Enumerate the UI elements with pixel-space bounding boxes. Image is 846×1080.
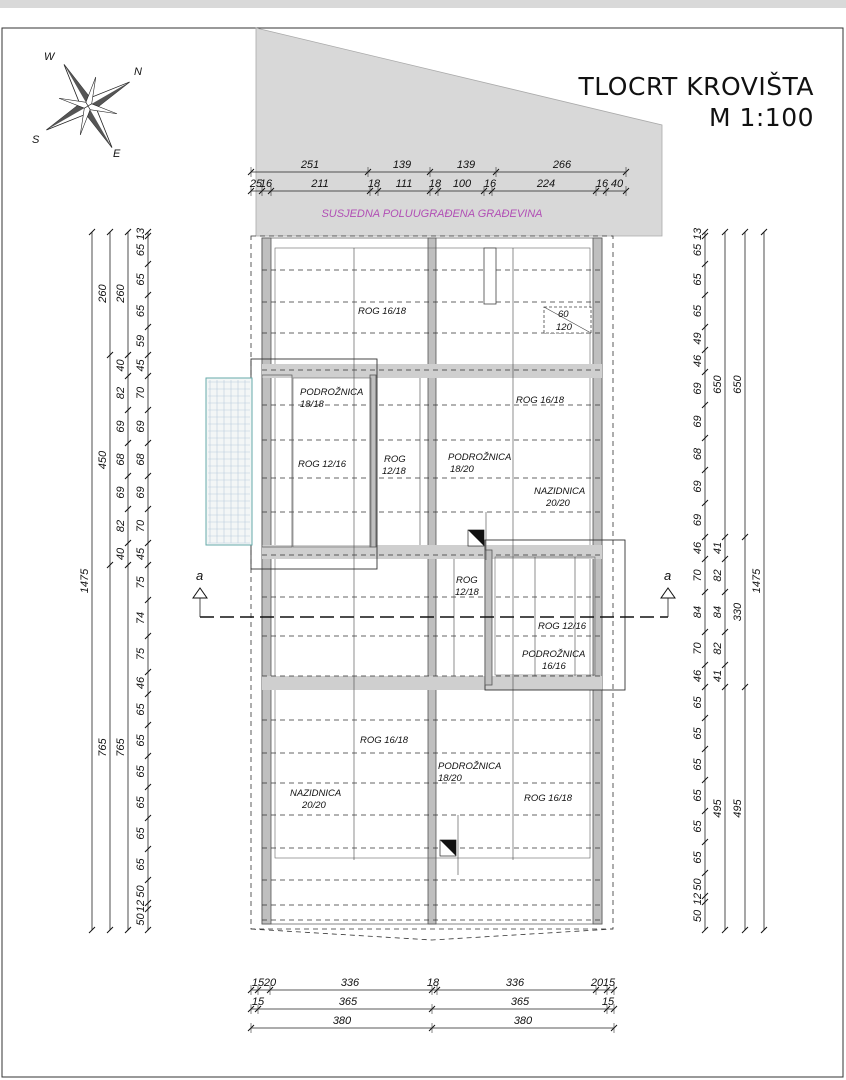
- dim-value: 82: [712, 569, 724, 582]
- dim-value: 12: [692, 892, 704, 906]
- dim-value: 650: [712, 375, 724, 394]
- top-dim-25: 25: [249, 178, 263, 190]
- dim-value: 69: [135, 420, 147, 433]
- top-dim-211: 211: [311, 178, 329, 190]
- top-dim-139a: 139: [392, 159, 412, 171]
- dim-value: 46: [135, 676, 147, 690]
- label-podroznica-left: PODROŽNICA: [300, 387, 364, 398]
- dim-value: 65: [135, 827, 147, 840]
- left-dimension-chains: [79, 227, 151, 933]
- opening-height-label: 120: [556, 322, 572, 333]
- dim-value: 65: [692, 696, 704, 709]
- dim-value: 650: [732, 375, 744, 394]
- dim-value: 49: [692, 332, 704, 345]
- dim-value: 65: [692, 304, 704, 318]
- dim-value: 65: [692, 851, 704, 864]
- top-dim-40: 40: [610, 178, 624, 190]
- dim-value: 40: [115, 359, 127, 372]
- section-arrow-left: [193, 588, 207, 598]
- dim-value: 65: [135, 703, 147, 716]
- label-nazidnica-right-size: 20/20: [546, 498, 570, 509]
- section-label-right: a: [664, 568, 672, 583]
- chimney-notch: [484, 248, 496, 304]
- dim-value: 45: [135, 359, 147, 372]
- top-dim-16c: 16: [595, 178, 609, 190]
- dim-value: 69: [115, 420, 127, 433]
- dim-value: 65: [135, 734, 147, 747]
- dim-value: 65: [135, 304, 147, 318]
- dim-value: 65: [135, 858, 147, 871]
- wall-plate-left: [262, 238, 271, 924]
- label-podroznica-left-size: 18/18: [300, 399, 324, 410]
- label-podroznica-right-size: 16/16: [542, 661, 566, 672]
- label-podroznica-right: PODROŽNICA: [522, 649, 586, 660]
- dim-value: 50: [135, 913, 147, 926]
- dim-value: 12: [135, 899, 147, 913]
- bottom-dim-18: 18: [426, 977, 440, 989]
- top-dim-18b: 18: [428, 178, 442, 190]
- label-podroznica-center: PODROŽNICA: [448, 452, 512, 463]
- bottom-dim-15a: 15: [251, 977, 265, 989]
- label-nazidnica-right: NAZIDNICA: [534, 486, 586, 497]
- dim-value: 65: [692, 727, 704, 740]
- dim-value: 70: [135, 519, 147, 533]
- label-rog-16-18-bottom: ROG 16/18: [360, 735, 409, 746]
- dim-value: 65: [135, 243, 147, 257]
- dim-value: 46: [692, 541, 704, 555]
- dim-value: 74: [135, 611, 147, 625]
- dim-value: 69: [135, 486, 147, 499]
- label-rog-12-16-left: ROG 12/16: [298, 459, 347, 470]
- purlin-band-1: [262, 364, 602, 378]
- top-dim-224: 224: [536, 178, 556, 190]
- dim-value: 82: [115, 386, 127, 400]
- bottom-dim-380b: 380: [513, 1015, 533, 1027]
- dim-value: 13: [135, 227, 147, 241]
- dim-value: 765: [115, 738, 127, 757]
- dim-value: 450: [97, 450, 109, 470]
- dim-value: 65: [135, 273, 147, 286]
- top-dim-251: 251: [300, 159, 320, 171]
- dim-value: 65: [692, 789, 704, 802]
- label-rog-mid-a: ROG: [456, 575, 478, 586]
- label-podroznica-bottom: PODROŽNICA: [438, 761, 502, 772]
- top-dim-266: 266: [552, 159, 572, 171]
- dim-value: 68: [692, 447, 704, 461]
- dim-value: 84: [692, 605, 704, 619]
- dim-value: 69: [692, 415, 704, 428]
- dim-value: 41: [712, 669, 724, 683]
- dim-value: 68: [115, 453, 127, 466]
- dim-value: 46: [692, 669, 704, 683]
- section-arrow-right: [661, 588, 675, 598]
- compass-e-label: E: [113, 148, 121, 160]
- label-rog-16-18-top: ROG 16/18: [358, 306, 407, 317]
- dim-value: 69: [692, 513, 704, 527]
- purlin-band-3: [262, 676, 602, 690]
- bottom-dim-15c: 15: [251, 996, 265, 1008]
- skylight-grid: [206, 378, 252, 545]
- dim-value: 495: [712, 799, 724, 818]
- label-podroznica-center-size: 18/20: [450, 464, 474, 475]
- dim-value: 68: [135, 453, 147, 466]
- dim-value: 69: [692, 480, 704, 493]
- dim-value: 45: [135, 547, 147, 561]
- dim-value: 69: [115, 486, 127, 499]
- label-nazidnica-left: NAZIDNICA: [290, 788, 342, 799]
- dim-value: 41: [712, 541, 724, 555]
- top-dim-100: 100: [452, 178, 472, 190]
- dim-value: 50: [135, 885, 147, 898]
- label-rog-12-18-a: ROG: [384, 454, 406, 465]
- dim-value: 65: [692, 243, 704, 257]
- dim-value: 1475: [751, 568, 763, 594]
- dim-value: 70: [692, 569, 704, 582]
- top-dim-111: 111: [395, 178, 413, 190]
- label-rog-16-18-bottom-right: ROG 16/18: [524, 793, 573, 804]
- bottom-dim-336b: 336: [505, 977, 525, 989]
- dim-value: 495: [732, 799, 744, 818]
- dim-value: 40: [115, 547, 127, 561]
- bottom-dim-365b: 365: [510, 996, 530, 1008]
- bottom-dim-15d: 15: [601, 996, 615, 1008]
- neighbor-building-area: [256, 28, 662, 236]
- top-dim-139b: 139: [456, 159, 476, 171]
- dim-value: 59: [135, 334, 147, 348]
- dim-value: 50: [692, 909, 704, 923]
- compass-n-label: N: [134, 66, 142, 78]
- section-label-left: a: [196, 568, 204, 583]
- right-dimension-chains: [692, 227, 767, 933]
- compass-w-label: W: [44, 51, 55, 63]
- roof-eave-bottom: [251, 929, 613, 940]
- dim-value: 765: [97, 738, 109, 757]
- dim-value: 75: [135, 576, 147, 589]
- label-rog-12-18-size: 12/18: [382, 466, 406, 477]
- dim-value: 70: [692, 642, 704, 655]
- dim-value: 65: [692, 820, 704, 833]
- dim-value: 65: [692, 758, 704, 771]
- label-rog-16-18-right: ROG 16/18: [516, 395, 565, 406]
- ridge-purlin: [428, 238, 436, 924]
- drawing-title: TLOCRT KROVIŠTA: [578, 72, 814, 101]
- compass-rose-icon: [22, 40, 153, 171]
- dim-value: 69: [692, 382, 704, 395]
- bottom-dim-15b: 15: [602, 977, 616, 989]
- dim-value: 330: [732, 602, 744, 622]
- compass-s-label: S: [32, 134, 40, 146]
- top-dim-16b: 16: [483, 178, 497, 190]
- bottom-dim-365a: 365: [338, 996, 358, 1008]
- bottom-dim-20b: 20: [590, 977, 604, 989]
- dim-value: 260: [115, 284, 127, 303]
- dim-value: 75: [135, 647, 147, 661]
- bottom-dim-20a: 20: [263, 977, 277, 989]
- wall-plate-right: [593, 238, 602, 924]
- dim-value: 50: [692, 878, 704, 891]
- bottom-dim-380a: 380: [332, 1015, 352, 1027]
- dim-value: 70: [135, 386, 147, 400]
- label-rog-12-16-right: ROG 12/16: [538, 621, 587, 632]
- dim-value: 13: [692, 227, 704, 241]
- opening-width-label: 60: [558, 309, 569, 320]
- neighbor-label: SUSJEDNA POLUUGRAĐENA GRAĐEVINA: [321, 208, 543, 220]
- dim-value: 46: [692, 354, 704, 368]
- dim-value: 1475: [79, 568, 91, 594]
- label-rog-mid-b: 12/18: [455, 587, 479, 598]
- dim-value: 65: [692, 273, 704, 286]
- dim-value: 65: [135, 796, 147, 809]
- label-podroznica-bottom-size: 18/20: [438, 773, 462, 784]
- top-dim-16a: 16: [259, 178, 273, 190]
- dim-value: 84: [712, 605, 724, 619]
- dim-value: 65: [135, 765, 147, 778]
- dim-value: 260: [97, 284, 109, 303]
- top-dim-18a: 18: [367, 178, 381, 190]
- dim-value: 82: [712, 642, 724, 655]
- bottom-dim-336a: 336: [340, 977, 360, 989]
- dim-value: 82: [115, 519, 127, 533]
- label-nazidnica-left-size: 20/20: [302, 800, 326, 811]
- drawing-scale: M 1:100: [708, 103, 814, 132]
